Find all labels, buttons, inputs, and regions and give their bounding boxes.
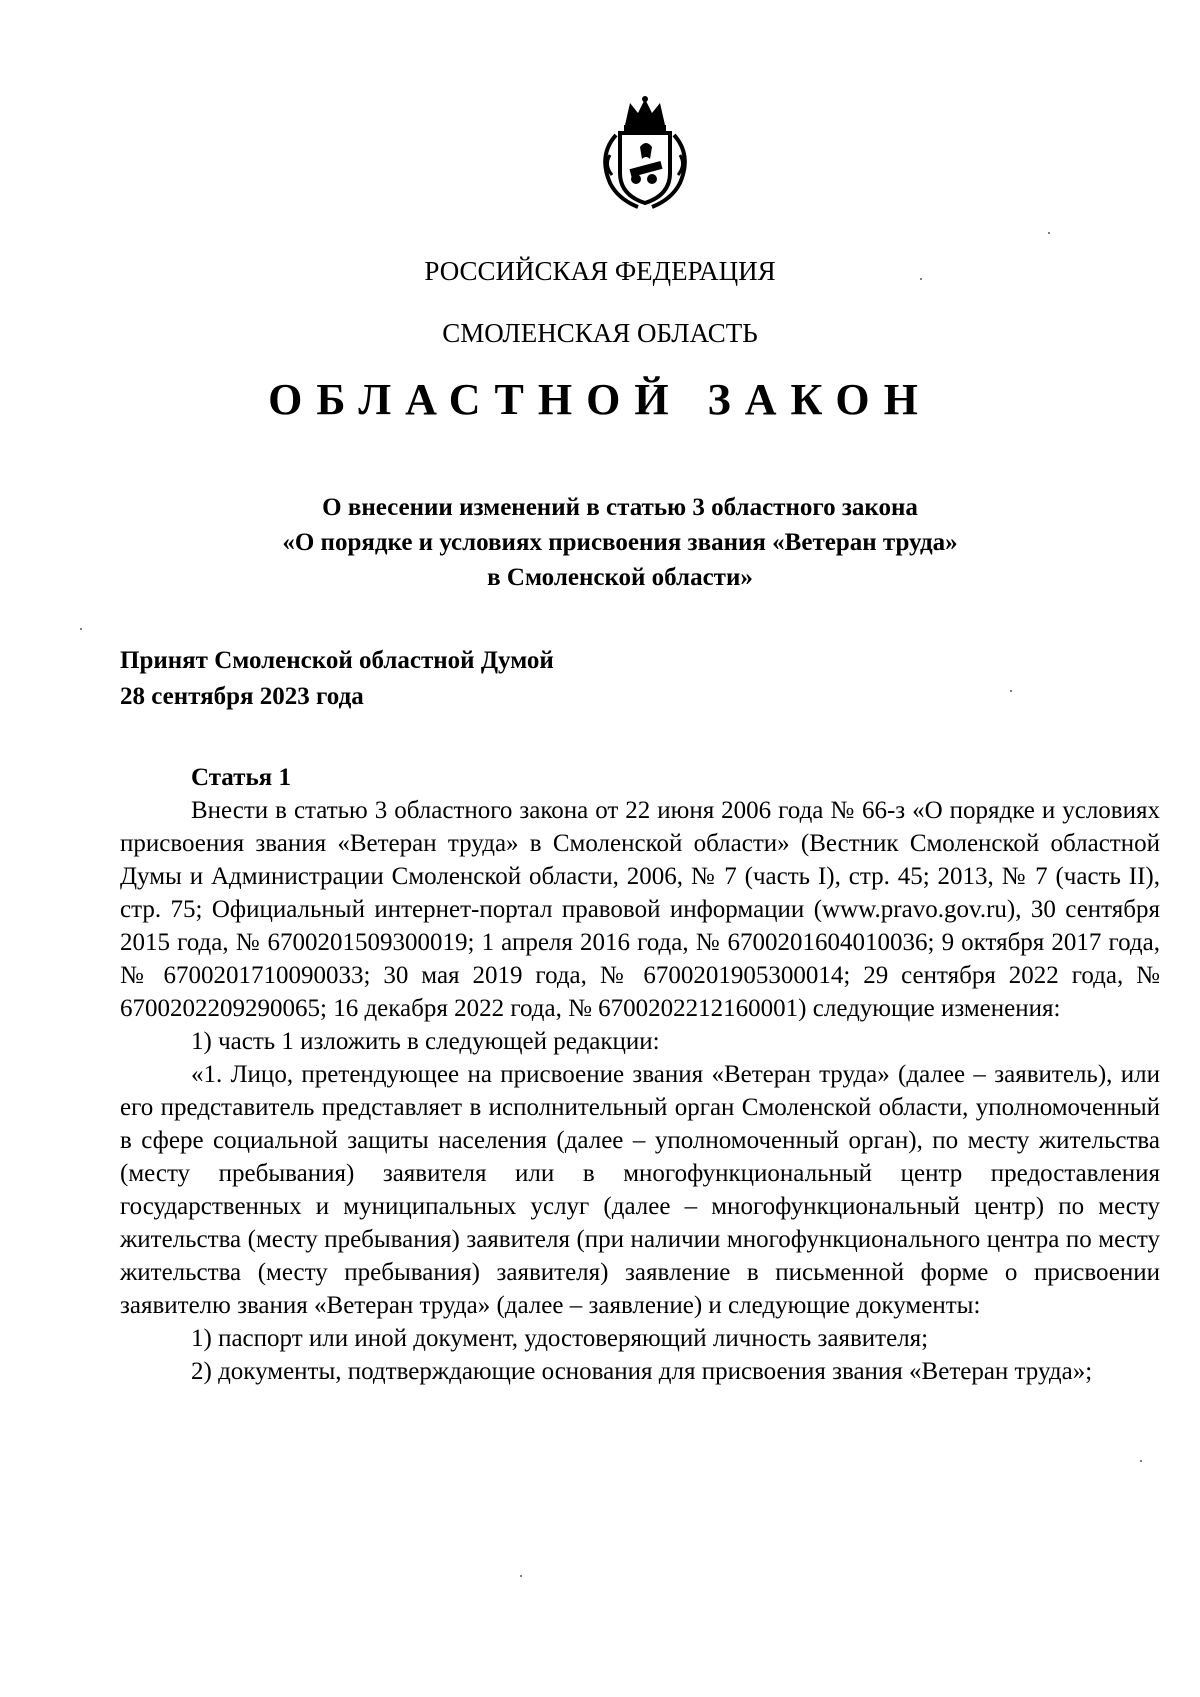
adoption-info (120, 643, 554, 715)
article-paragraph: Внести в статью 3 областного закона от 22 июня 2006 года № 66-з «О порядке и условиях присвоения звания «Ветеран труда» в Смоленской области» (Вестник Смоленской областной Думы и Администрации Смоленской области, 2006, № 7 (часть I), стр. 45; 2013, № 7 (часть II), стр. 75; Официальный интернет-портал правовой информации (www.pravo.gov.ru), 30 сентября 2015 года, № 6700201509300019; 1 апреля 2016 года, № 6700201604010036; 9 октября 2017 года, № 6700201710090033; 30 мая 2019 года, № 6700201905300014; 29 сентября 2022 года, № 6700202209290065; 16 декабря 2022 года, № 6700202212160001) следующие изменения: (120, 797, 1160, 1022)
country-heading: РОССИЙСКАЯ ФЕДЕРАЦИЯ (424, 256, 776, 286)
adopted-by: Принят Смоленской областной Думой (120, 647, 554, 674)
document-type-heading: ОБЛАСТНОЙ ЗАКОН (268, 375, 932, 424)
law-title-line: в Смоленской области» (487, 564, 753, 591)
law-title (200, 490, 1040, 595)
article-paragraph: 1) паспорт или иной документ, удостоверяющий личность заявителя; (191, 1325, 929, 1352)
region-heading: СМОЛЕНСКАЯ ОБЛАСТЬ (442, 318, 758, 348)
law-title-line: «О порядке и условиях присвоения звания «Ветеран труда» (282, 529, 958, 556)
article-paragraph: 2) документы, подтверждающие основания для присвоения звания «Ветеран труда»; (191, 1358, 1093, 1385)
article-heading: Статья 1 (191, 764, 291, 791)
coat-of-arms-smolensk-icon (580, 95, 710, 215)
article-body (120, 761, 1160, 1388)
law-title-line: О внесении изменений в статью 3 областного закона (322, 494, 918, 521)
article-paragraph: «1. Лицо, претендующее на присвоение звания «Ветеран труда» (далее – заявитель), или его представитель представляет в исполнительный орган Смоленской области, уполномоченный в сфере социальной защиты населения (далее – уполномоченный орган), по месту жительства (месту пребывания) заявителя или в многофункциональный центр предоставления государственных и муниципальных услуг (далее – многофункциональный центр) по месту жительства (месту пребывания) заявителя (при наличии многофункционального центра по месту жительства (месту пребывания) заявителя) заявление в письменной форме о присвоении заявителю звания «Ветеран труда» (далее – заявление) и следующие документы: (120, 1061, 1160, 1319)
adoption-date: 28 сентября 2023 года (120, 683, 364, 710)
article-paragraph: 1) часть 1 изложить в следующей редакции: (191, 1028, 660, 1055)
